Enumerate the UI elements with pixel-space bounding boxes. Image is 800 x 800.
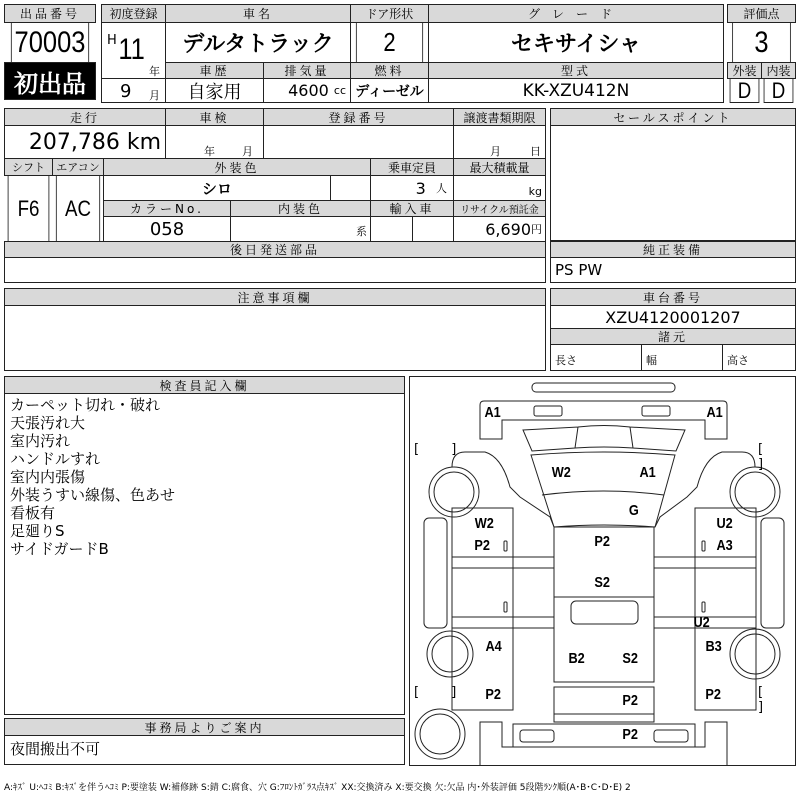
notes-header: 注意事項欄 — [4, 288, 546, 306]
damage-label: S2 — [622, 650, 638, 667]
bracket: [ ] — [758, 685, 778, 715]
lot-header: 出品番号 — [4, 4, 96, 23]
spec-length: 長さ — [550, 344, 642, 371]
first-reg-cell — [101, 22, 166, 103]
bracket: [ ] — [414, 685, 471, 700]
damage-label: P2 — [622, 692, 638, 709]
displacement-header: 排気量 — [263, 62, 351, 79]
aircon-value: AC — [56, 175, 100, 242]
grade-header: グレード — [428, 4, 724, 23]
capacity-unit: 人 — [436, 182, 447, 195]
mileage-value: 207,786 km — [4, 125, 166, 159]
month-unit: 月 — [149, 89, 160, 102]
damage-label: P2 — [622, 726, 638, 743]
capacity-value: 3 — [415, 178, 426, 198]
transfer-cell — [453, 125, 546, 159]
grade-value: セキサイシャ — [428, 22, 724, 63]
equipment-header: 純正装備 — [550, 241, 796, 258]
first-listing-badge: 初出品 — [4, 62, 96, 100]
inspector-line: 外装うすい線傷、色あせ — [10, 486, 176, 504]
later-parts-body — [4, 257, 546, 283]
recycle-header: リサイクル預託金 — [453, 200, 546, 217]
damage-label: B2 — [568, 650, 585, 667]
ext-color-extra — [330, 175, 371, 201]
ext-grade: D — [730, 78, 760, 103]
car-name: デルタトラック — [165, 22, 351, 63]
damage-label: P2 — [594, 533, 610, 550]
model-value: KK-XZU412N — [428, 78, 724, 103]
inspector-header: 検査員記入欄 — [4, 376, 405, 394]
era: H — [107, 33, 117, 48]
int-color-unit: 系 — [230, 216, 371, 242]
first-reg-month: 9 — [120, 81, 132, 102]
damage-label: A1 — [706, 404, 723, 421]
spec-width: 幅 — [641, 344, 723, 371]
bracket: [ ] — [758, 442, 778, 472]
damage-label: W2 — [474, 515, 494, 532]
truck-outline — [410, 377, 796, 766]
office-header: 事務局よりご案内 — [4, 718, 405, 736]
score-header: 評価点 — [727, 4, 796, 23]
damage-label: U2 — [716, 515, 733, 532]
door-header: ドア形状 — [350, 4, 429, 23]
damage-label: A4 — [485, 638, 502, 655]
inspection-year-unit: 年 — [204, 145, 215, 158]
sales-point-header: セールスポイント — [550, 108, 796, 126]
capacity-cell — [370, 175, 454, 201]
damage-label: P2 — [485, 686, 501, 703]
damage-label: P2 — [705, 686, 721, 703]
fuel-value: ディーゼル — [350, 78, 429, 103]
recycle-value: 6,690 — [485, 219, 531, 239]
spec-height: 高さ — [722, 344, 796, 371]
inspector-line: 足廻りS — [10, 522, 65, 540]
inspector-line: 看板有 — [10, 504, 56, 522]
history-header: 車歴 — [165, 62, 264, 79]
registration-header: 登録番号 — [263, 108, 454, 126]
transfer-day-unit: 日 — [530, 145, 541, 158]
damage-label: W2 — [551, 464, 571, 481]
inspection-header: 車検 — [165, 108, 264, 126]
sales-point-body — [550, 125, 796, 241]
damage-label: S2 — [594, 574, 610, 591]
office-notice: 夜間搬出不可 — [4, 735, 405, 765]
inspector-line: ハンドルすれ — [10, 450, 101, 468]
damage-diagram — [409, 376, 796, 766]
first-reg-header: 初度登録 — [101, 4, 166, 23]
import-cell-1 — [370, 216, 413, 242]
damage-label: B3 — [705, 638, 722, 655]
shift-header: シフト — [4, 158, 53, 176]
model-header: 型式 — [428, 62, 724, 79]
displacement-value: 4600 — [288, 81, 329, 100]
shift-value: F6 — [8, 175, 50, 242]
import-cell-2 — [412, 216, 454, 242]
ext-color-value: シロ — [103, 175, 331, 201]
specs-header: 諸元 — [550, 328, 796, 345]
notes-body — [4, 305, 546, 371]
int-grade: D — [764, 78, 794, 103]
inspector-line: 室内内張傷 — [10, 468, 86, 486]
registration-cell — [263, 125, 454, 159]
int-color-header: 内装色 — [230, 200, 371, 217]
damage-label: A3 — [716, 537, 733, 554]
equipment-value: PS PW — [550, 257, 796, 283]
lot-number: 70003 — [11, 22, 89, 63]
import-header: 輸入車 — [370, 200, 454, 217]
history-value: 自家用 — [165, 78, 264, 103]
fuel-header: 燃料 — [350, 62, 429, 79]
damage-label: A1 — [639, 464, 656, 481]
color-no-header: カラーNo. — [103, 200, 231, 217]
chassis-value: XZU4120001207 — [550, 305, 796, 329]
inspection-cell — [165, 125, 264, 159]
max-load-unit: kg — [453, 175, 546, 201]
displacement-unit: cc — [333, 84, 346, 97]
inspection-month-unit: 月 — [242, 145, 253, 158]
first-reg-year: 11 — [118, 33, 145, 66]
chassis-header: 車台番号 — [550, 288, 796, 306]
damage-label: P2 — [474, 537, 490, 554]
inspector-line: カーペット切れ・破れ — [10, 396, 161, 414]
damage-label: U2 — [693, 614, 710, 631]
inspector-line: サイドガードB — [10, 540, 109, 558]
aircon-header: エアコン — [52, 158, 104, 176]
door-value: 2 — [356, 22, 423, 63]
ext-color-header: 外装色 — [103, 158, 371, 176]
capacity-header: 乗車定員 — [370, 158, 454, 176]
transfer-month-unit: 月 — [490, 145, 501, 158]
max-load-header: 最大積載量 — [453, 158, 546, 176]
later-parts-header: 後日発送部品 — [4, 241, 546, 258]
score-value: 3 — [732, 22, 791, 63]
inspector-line: 室内汚れ — [10, 432, 71, 450]
damage-label: A1 — [484, 404, 501, 421]
car-name-header: 車名 — [165, 4, 351, 23]
year-unit: 年 — [149, 65, 160, 78]
ext-header: 外装 — [727, 62, 762, 79]
damage-label: G — [628, 502, 639, 519]
bracket: [ ] — [414, 442, 471, 457]
int-header: 内装 — [761, 62, 796, 79]
legend: A:ｷｽﾞ U:ﾍｺﾐ B:ｷｽﾞを伴うﾍｺﾐ P:要塗装 W:補修跡 S:錆 C:腐食、穴 G:ﾌﾛﾝﾄｶﾞﾗｽ点ｷｽﾞ XX:交換済み X:要交換 欠:欠品 内･外装評価 5段階ﾗﾝｸ順(A･B･C･D･E) 2 — [4, 783, 631, 793]
displacement-cell — [263, 78, 351, 103]
transfer-header: 譲渡書類期限 — [453, 108, 546, 126]
color-no-value: 058 — [103, 216, 231, 242]
mileage-header: 走行 — [4, 108, 166, 126]
inspector-line: 天張汚れ大 — [10, 414, 86, 432]
recycle-cell — [453, 216, 546, 242]
inspector-notes — [4, 393, 405, 715]
recycle-unit: 円 — [531, 223, 542, 236]
